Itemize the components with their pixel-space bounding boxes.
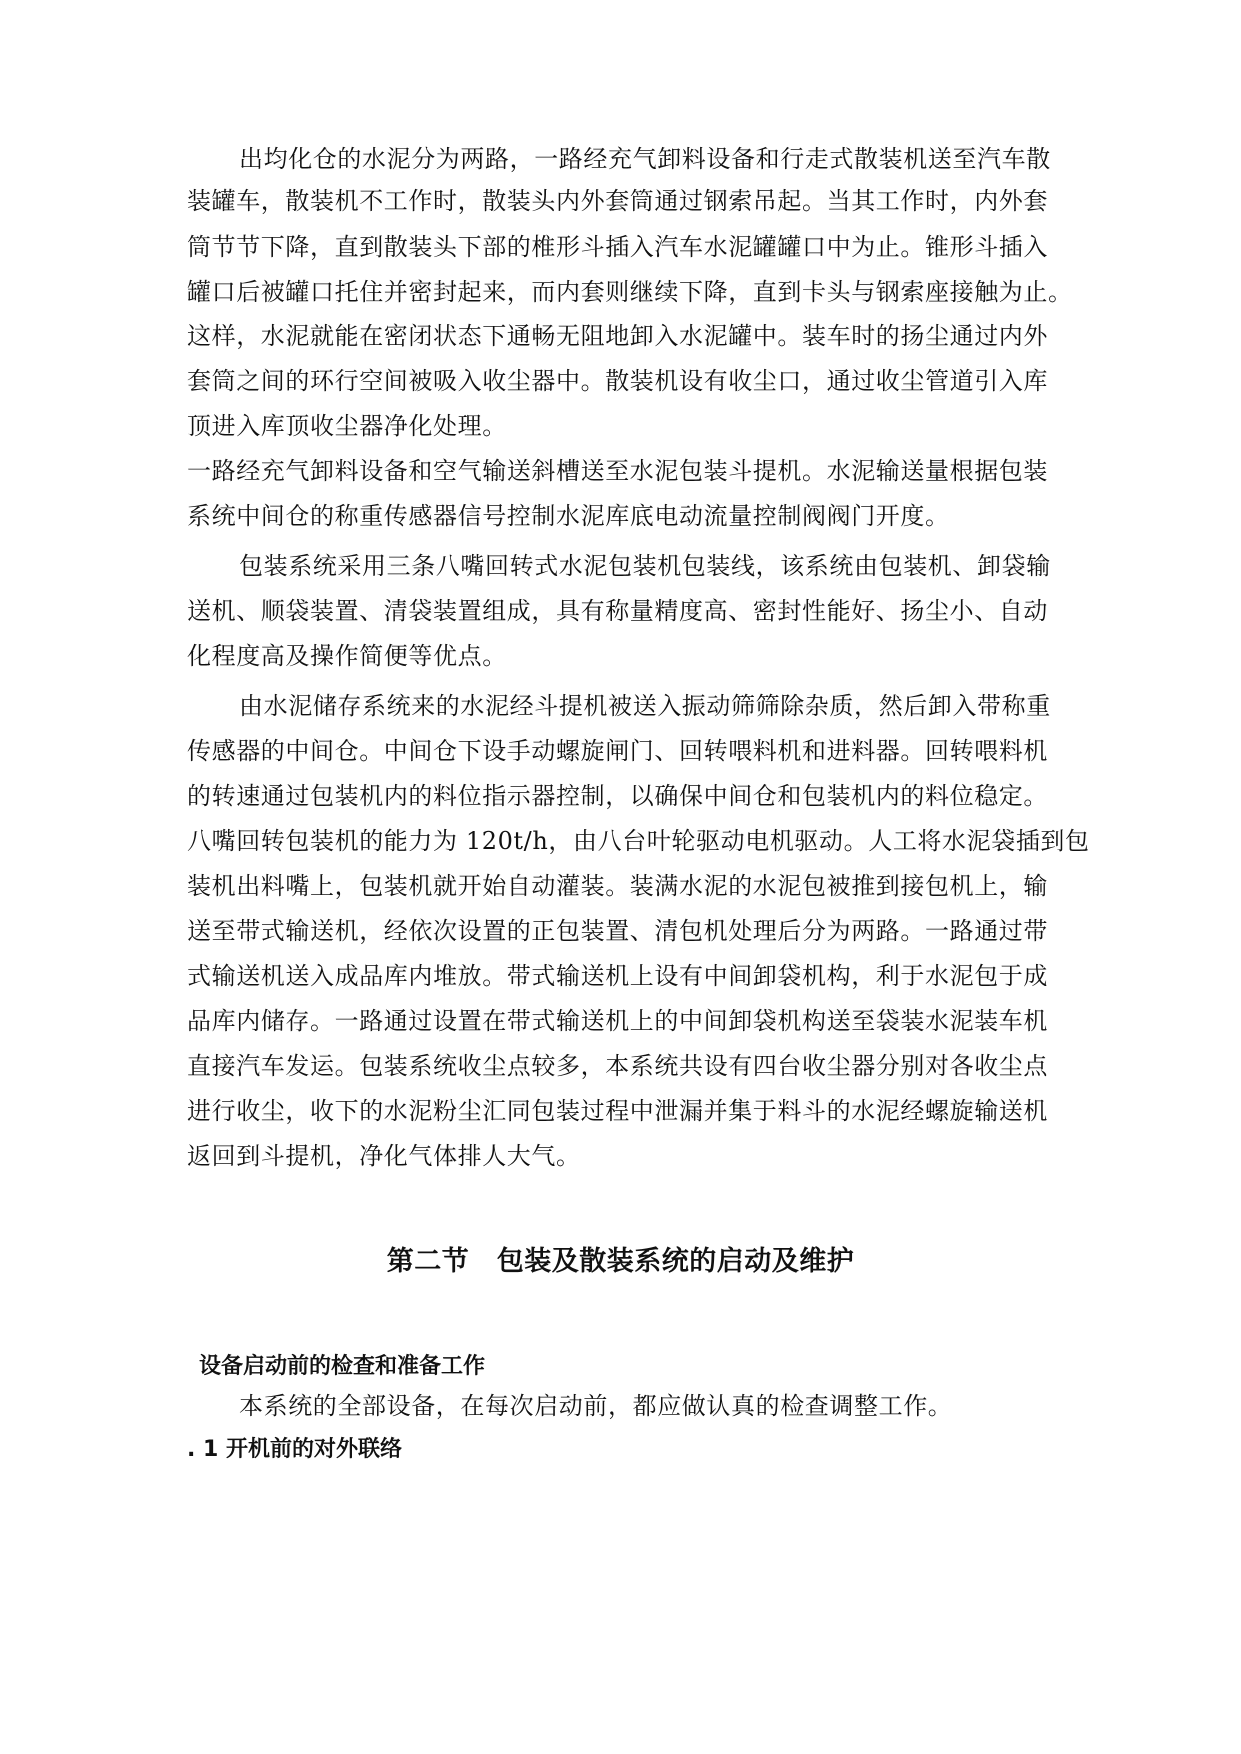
paragraph-3-line-1: 包装系统采用三条八嘴回转式水泥包装机包装线，该系统由包装机、卸袋输	[239, 552, 1051, 580]
paragraph-3-line-3: 化程度高及操作简便等优点。	[187, 642, 507, 670]
paragraph-4-line-6: 送至带式输送机，经依次设置的正包装置、清包机处理后分为两路。一路通过带	[187, 917, 1048, 945]
paragraph-4-line-10: 进行收尘，收下的水泥粉尘汇同包装过程中泄漏并集于料斗的水泥经螺旋输送机	[187, 1097, 1048, 1125]
paragraph-4-line-8: 品库内储存。一路通过设置在带式输送机上的中间卸袋机构送至袋装水泥装车机	[187, 1007, 1048, 1035]
paragraph-4-line-4: 八嘴回转包装机的能力为 120t/h，由八台叶轮驱动电机驱动。人工将水泥袋插到包	[187, 827, 1090, 855]
paragraph-4-line-1: 由水泥储存系统来的水泥经斗提机被送入振动筛筛除杂质，然后卸入带称重	[239, 692, 1051, 720]
paragraph-4-line-9: 直接汽车发运。包装系统收尘点较多，本系统共设有四台收尘器分别对各收尘点	[187, 1052, 1048, 1080]
paragraph-4-line-11: 返回到斗提机，净化气体排人大气。	[187, 1142, 581, 1170]
paragraph-1-line-7: 顶进入库顶收尘器净化处理。	[187, 412, 507, 440]
paragraph-1-line-1: 出均化仓的水泥分为两路，一路经充气卸料设备和行走式散装机送至汽车散	[239, 145, 1051, 173]
paragraph-1-line-2: 装罐车，散装机不工作时，散装头内外套筒通过钢索吊起。当其工作时，内外套	[187, 187, 1048, 215]
paragraph-1-line-6: 套筒之间的环行空间被吸入收尘器中。散装机设有收尘口，通过收尘管道引入库	[187, 367, 1048, 395]
paragraph-2-line-1: 一路经充气卸料设备和空气输送斜槽送至水泥包装斗提机。水泥输送量根据包装	[187, 457, 1048, 485]
section-heading: 第二节 包装及散装系统的启动及维护	[386, 1246, 855, 1277]
paragraph-1-line-4: 罐口后被罐口托住并密封起来，而内套则继续下降，直到卡头与钢索座接触为止。	[187, 278, 1073, 306]
subsection-paragraph: 本系统的全部设备，在每次启动前，都应做认真的检查调整工作。	[239, 1392, 953, 1420]
paragraph-1-line-5: 这样，水泥就能在密闭状态下通畅无阻地卸入水泥罐中。装车时的扬尘通过内外	[187, 322, 1048, 350]
paragraph-4-line-7: 式输送机送入成品库内堆放。带式输送机上设有中间卸袋机构，利于水泥包于成	[187, 962, 1048, 990]
subsection-heading: 设备启动前的检查和准备工作	[199, 1354, 486, 1379]
paragraph-4-line-2: 传感器的中间仓。中间仓下设手动螺旋闸门、回转喂料机和进料器。回转喂料机	[187, 737, 1048, 765]
paragraph-4-line-3: 的转速通过包装机内的料位指示器控制，以确保中间仓和包装机内的料位稳定。	[187, 782, 1048, 810]
paragraph-3-line-2: 送机、顺袋装置、清袋装置组成，具有称量精度高、密封性能好、扬尘小、自动	[187, 597, 1048, 625]
paragraph-2-line-2: 系统中间仓的称重传感器信号控制水泥库底电动流量控制阀阀门开度。	[187, 502, 950, 530]
paragraph-4-line-5: 装机出料嘴上，包装机就开始自动灌装。装满水泥的水泥包被推到接包机上，输	[187, 872, 1048, 900]
numbered-heading: . 1 开机前的对外联络	[187, 1437, 402, 1462]
paragraph-1-line-3: 筒节节下降，直到散装头下部的椎形斗插入汽车水泥罐罐口中为止。锥形斗插入	[187, 233, 1048, 261]
